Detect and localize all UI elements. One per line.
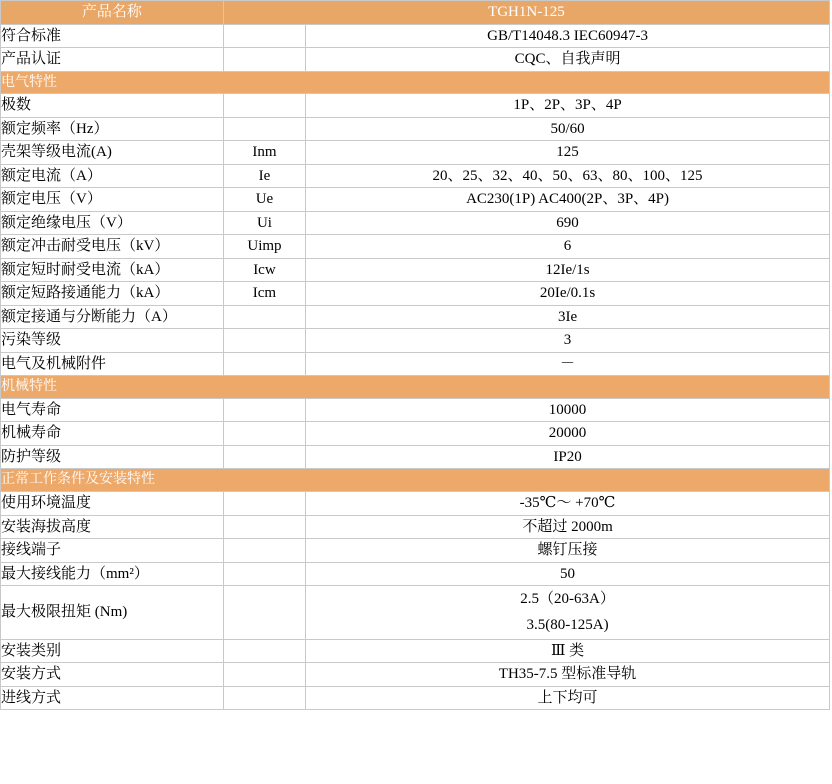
spec-symbol: Ui (223, 211, 305, 235)
spec-symbol (223, 539, 305, 563)
spec-symbol (223, 329, 305, 353)
spec-value: 3 (306, 329, 830, 353)
spec-symbol (223, 562, 305, 586)
spec-label: 进线方式 (1, 686, 224, 710)
spec-table-body (1, 1, 830, 710)
spec-value: 6 (306, 235, 830, 259)
table-section-row (1, 71, 830, 94)
spec-label: 额定冲击耐受电压（kV） (1, 235, 224, 259)
spec-symbol (223, 586, 305, 640)
spec-value: 690 (306, 211, 830, 235)
spec-label: 机械寿命 (1, 422, 224, 446)
spec-label: 接线端子 (1, 539, 224, 563)
table-row (1, 329, 830, 353)
spec-label: 极数 (1, 94, 224, 118)
table-header-row (1, 1, 830, 25)
spec-value: 1P、2P、3P、4P (306, 94, 830, 118)
spec-value-line: 3.5(80-125A) (526, 617, 609, 634)
spec-value: 不超过 2000m (306, 515, 830, 539)
spec-label: 最大极限扭矩 (Nm) (1, 586, 224, 640)
spec-label: 额定绝缘电压（V） (1, 211, 224, 235)
spec-label: 额定电流（A） (1, 164, 224, 188)
table-row (1, 141, 830, 165)
spec-symbol (223, 492, 305, 516)
spec-label: 电气寿命 (1, 398, 224, 422)
spec-symbol (223, 352, 305, 376)
spec-value: IP20 (306, 445, 830, 469)
spec-value: 50/60 (306, 117, 830, 141)
table-row (1, 422, 830, 446)
table-row (1, 663, 830, 687)
spec-value: 螺钉压接 (306, 539, 830, 563)
table-row (1, 117, 830, 141)
table-row (1, 282, 830, 306)
spec-label: 额定短时耐受电流（kA） (1, 258, 224, 282)
table-row (1, 352, 830, 376)
table-row (1, 305, 830, 329)
section-title: 正常工作条件及安装特性 (1, 469, 830, 492)
section-title: 电气特性 (1, 71, 830, 94)
spec-value: TH35-7.5 型标准导轨 (306, 663, 830, 687)
spec-symbol (223, 515, 305, 539)
spec-label: 额定频率（Hz） (1, 117, 224, 141)
spec-label: 额定接通与分断能力（A） (1, 305, 224, 329)
spec-symbol (223, 305, 305, 329)
spec-label: 符合标准 (1, 24, 224, 48)
spec-value: 20Ie/0.1s (306, 282, 830, 306)
spec-symbol: Icw (223, 258, 305, 282)
table-row (1, 492, 830, 516)
section-title: 机械特性 (1, 376, 830, 399)
spec-label: 电气及机械附件 (1, 352, 224, 376)
spec-symbol: Uimp (223, 235, 305, 259)
spec-label: 壳架等级电流(A) (1, 141, 224, 165)
table-row (1, 235, 830, 259)
spec-symbol: Ue (223, 188, 305, 212)
spec-value: AC230(1P) AC400(2P、3P、4P) (306, 188, 830, 212)
spec-label: 额定短路接通能力（kA） (1, 282, 224, 306)
product-name-value: TGH1N-125 (223, 1, 829, 25)
spec-value: 上下均可 (306, 686, 830, 710)
table-row (1, 539, 830, 563)
spec-label: 污染等级 (1, 329, 224, 353)
table-section-row (1, 376, 830, 399)
spec-label: 安装类别 (1, 639, 224, 663)
spec-label: 安装海拔高度 (1, 515, 224, 539)
spec-symbol (223, 24, 305, 48)
spec-value: GB/T14048.3 IEC60947-3 (306, 24, 830, 48)
spec-value: 125 (306, 141, 830, 165)
spec-value: 12Ie/1s (306, 258, 830, 282)
table-row (1, 515, 830, 539)
spec-symbol (223, 445, 305, 469)
spec-symbol (223, 639, 305, 663)
spec-label: 额定电压（V） (1, 188, 224, 212)
spec-value: 20、25、32、40、50、63、80、100、125 (306, 164, 830, 188)
spec-value: 3Ie (306, 305, 830, 329)
spec-label: 防护等级 (1, 445, 224, 469)
spec-symbol (223, 686, 305, 710)
spec-value: CQC、自我声明 (306, 48, 830, 72)
spec-value (306, 586, 830, 640)
table-row (1, 258, 830, 282)
spec-symbol (223, 94, 305, 118)
spec-value: － (306, 352, 830, 376)
table-row (1, 686, 830, 710)
product-name-label: 产品名称 (1, 1, 224, 25)
spec-label: 产品认证 (1, 48, 224, 72)
spec-symbol (223, 663, 305, 687)
table-row (1, 445, 830, 469)
spec-symbol (223, 117, 305, 141)
table-row (1, 398, 830, 422)
table-row (1, 24, 830, 48)
spec-value: 10000 (306, 398, 830, 422)
spec-symbol (223, 48, 305, 72)
table-row (1, 164, 830, 188)
spec-value: 20000 (306, 422, 830, 446)
table-section-row (1, 469, 830, 492)
spec-symbol: Ie (223, 164, 305, 188)
spec-symbol (223, 398, 305, 422)
spec-label: 安装方式 (1, 663, 224, 687)
spec-label: 使用环境温度 (1, 492, 224, 516)
spec-value-line: 2.5（20-63A） (520, 591, 615, 608)
table-row (1, 639, 830, 663)
spec-symbol (223, 422, 305, 446)
table-row (1, 48, 830, 72)
table-row (1, 586, 830, 640)
spec-value: -35℃～ +70℃ (306, 492, 830, 516)
table-row (1, 188, 830, 212)
spec-symbol: Icm (223, 282, 305, 306)
table-row (1, 94, 830, 118)
table-row (1, 211, 830, 235)
spec-symbol: Inm (223, 141, 305, 165)
spec-value: 50 (306, 562, 830, 586)
table-row (1, 562, 830, 586)
spec-value: Ⅲ 类 (306, 639, 830, 663)
spec-label: 最大接线能力（mm²） (1, 562, 224, 586)
